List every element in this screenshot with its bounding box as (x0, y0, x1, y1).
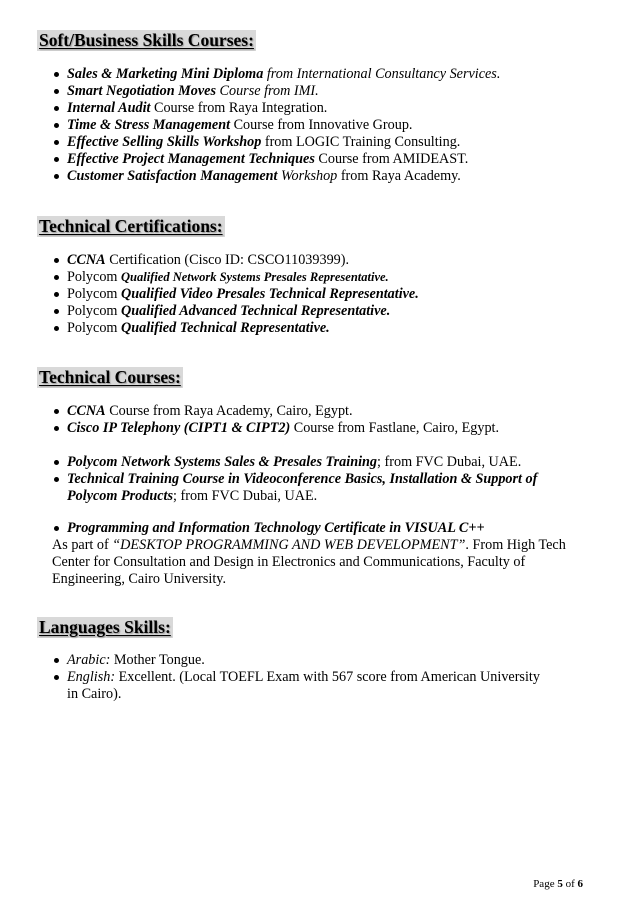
bullet-icon (54, 675, 59, 680)
course-name: Effective Selling Skills Workshop (67, 134, 262, 150)
bullet-icon (54, 309, 59, 314)
course-name: Cisco IP Telephony (CIPT1 & CIPT2) (67, 420, 291, 436)
language-name: Arabic: (67, 652, 111, 668)
list-item (0, 454, 600, 471)
languages-heading: Languages Skills: (39, 617, 171, 637)
course-detail: from LOGIC Training Consulting. (261, 134, 461, 150)
current-page: 5 (557, 878, 563, 890)
language-level: Excellent. (Local TOEFL Exam with 567 score from American University in Cairo). (67, 669, 540, 702)
list-item (0, 151, 600, 168)
technical-courses-list-polycom (0, 454, 600, 505)
course-type: Workshop (277, 168, 338, 184)
bullet-icon (54, 258, 59, 263)
language-level: Mother Tongue. (110, 652, 205, 668)
list-item (0, 134, 600, 151)
course-detail: Course from Raya Integration. (150, 100, 328, 116)
course-description (52, 537, 592, 588)
course-name: Smart Negotiation Moves (67, 83, 216, 99)
program-name: “DESKTOP PROGRAMMING AND WEB DEVELOPMENT” (112, 537, 466, 553)
total-pages: 6 (577, 878, 583, 890)
course-name: Customer Satisfaction Management (67, 168, 278, 184)
bullet-icon (54, 460, 59, 465)
list-item (0, 403, 600, 420)
technical-courses-heading: Technical Courses: (39, 367, 181, 387)
list-item (0, 66, 600, 83)
list-item (0, 286, 600, 303)
course-detail: Course from AMIDEAST. (314, 151, 469, 167)
course-name: Polycom Network Systems Sales & Presales Training (67, 454, 378, 470)
cert-name: Qualified Technical Representative. (121, 320, 330, 336)
course-detail: Course from Fastlane, Cairo, Egypt. (290, 420, 500, 436)
language-name: English: (67, 669, 116, 685)
bullet-icon (54, 123, 59, 128)
page-label: Page (533, 878, 558, 890)
bullet-icon (54, 658, 59, 663)
list-item (0, 269, 600, 286)
bullet-icon (54, 426, 59, 431)
bullet-icon (54, 174, 59, 179)
course-detail: Course from Innovative Group. (230, 117, 413, 133)
list-item (0, 303, 600, 320)
cert-vendor: Polycom (67, 303, 121, 319)
certifications-heading: Technical Certifications: (39, 216, 223, 236)
course-name: Programming and Information Technology Certificate in VISUAL C++ (67, 520, 485, 536)
bullet-icon (54, 275, 59, 280)
cert-vendor: Polycom (67, 320, 121, 336)
languages-list (0, 652, 600, 703)
list-item (0, 520, 600, 537)
course-detail: ; from FVC Dubai, UAE. (173, 488, 318, 504)
bullet-icon (54, 72, 59, 77)
course-detail: Course from IMI. (215, 83, 319, 99)
list-item (0, 100, 600, 117)
bullet-icon (54, 526, 59, 531)
list-item (0, 320, 600, 337)
list-item (0, 168, 600, 185)
course-name: Internal Audit (67, 100, 151, 116)
bullet-icon (54, 89, 59, 94)
list-item (0, 83, 600, 100)
description-lead: As part of (52, 537, 113, 553)
list-item (0, 420, 600, 437)
certifications-list (0, 252, 600, 337)
course-detail: from International Consultancy Services. (263, 66, 501, 82)
bullet-icon (54, 140, 59, 145)
cert-name: CCNA (67, 252, 106, 268)
of-label: of (562, 878, 578, 890)
cert-name: Qualified Advanced Technical Representative. (121, 303, 391, 319)
course-name: Time & Stress Management (67, 117, 231, 133)
course-detail: from Raya Academy. (337, 168, 461, 184)
course-name: Sales & Marketing Mini Diploma (67, 66, 264, 82)
course-name: CCNA (67, 403, 106, 419)
technical-courses-list-programming (0, 520, 600, 537)
cert-name: Qualified Video Presales Technical Representative. (121, 286, 419, 302)
bullet-icon (54, 106, 59, 111)
bullet-icon (54, 157, 59, 162)
technical-courses-list (0, 403, 600, 437)
cert-name: Qualified Network Systems Presales Representative. (121, 270, 389, 284)
course-detail: Course from Raya Academy, Cairo, Egypt. (105, 403, 353, 419)
bullet-icon (54, 477, 59, 482)
description-detail: . From High Tech Center for Consultation and Design in Electronics and Communications, Faculty of Engineering, Cairo University. (52, 537, 566, 587)
course-name: Effective Project Management Techniques (67, 151, 315, 167)
soft-skills-heading: Soft/Business Skills Courses: (39, 30, 254, 50)
bullet-icon (54, 409, 59, 414)
cert-detail: Certification (Cisco ID: CSCO11039399). (105, 252, 350, 268)
course-detail: ; from FVC Dubai, UAE. (377, 454, 522, 470)
cert-vendor: Polycom (67, 269, 121, 285)
bullet-icon (54, 326, 59, 331)
soft-skills-list (0, 66, 600, 185)
list-item (0, 252, 600, 269)
list-item (0, 117, 600, 134)
course-name: Technical Training Course in Videoconference Basics, Installation & Support of Polycom Products (67, 471, 538, 504)
bullet-icon (54, 292, 59, 297)
list-item (0, 669, 600, 703)
list-item (0, 652, 600, 669)
cert-vendor: Polycom (67, 286, 121, 302)
page-number (533, 876, 583, 893)
list-item (0, 471, 600, 505)
